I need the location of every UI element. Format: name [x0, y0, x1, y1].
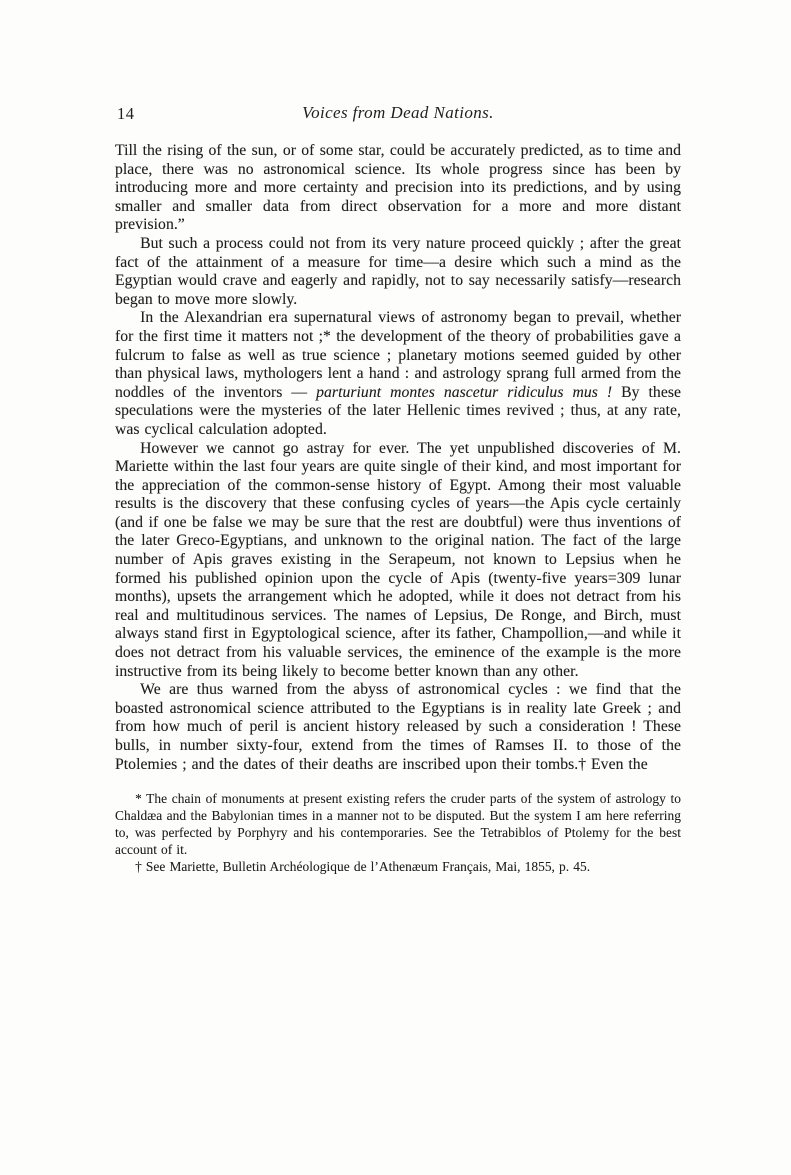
paragraph-2: But such a process could not from its very nature proceed quickly ; after the great fact of the attainment of a measure for time—a desire which such a mind as the Egyptian would crave and eagerly and rapidly, not to say necessarily satisfy—research began to move more slowly.	[115, 234, 681, 308]
paragraph-4: However we cannot go astray for ever. The yet unpublished discoveries of M. Mariette within the last four years are quite single of their kind, and most important for the appreciation of the common-sense history of Egypt. Among their most valuable results is the discovery that these confusing cycles of years—the Apis cycle certainly (and if one be false we may be sure that the rest are doubtful) were thus inventions of the later Greco-Egyptians, and unknown to the original nation. The fact of the large number of Apis graves existing in the Serapeum, not known to Lepsius when he formed his published opinion upon the cycle of Apis (twenty-five years=309 lunar months), upsets the arrangement which he adopted, while it does not detract from his real and multitudinous services. The names of Lepsius, De Ronge, and Birch, must always stand first in Egyptological science, after its father, Champollion,—and while it does not detract from his valuable services, the eminence of the example is the more instructive from its being likely to become better known than any other.	[115, 439, 681, 680]
page-content	[115, 103, 681, 876]
paragraph-3-text-after: By these speculations were the mysteries of the later Hellenic times revived ; thus, at any rate, was cyclical calculation adopted.	[115, 383, 681, 438]
page-header	[115, 103, 681, 127]
body-text	[115, 142, 681, 774]
footnote-asterisk: * The chain of monuments at present existing refers the cruder parts of the system of astrology to Chaldæa and the Babylonian times in a manner not to be disputed. But the system I am here referring to, was perfected by Porphyry and his contemporaries. See the Tetrabiblos of Ptolemy for the best account of it.	[115, 791, 681, 857]
paragraph-1: Till the rising of the sun, or of some star, could be accurately predicted, as to time and place, there was no astronomical science. Its whole progress since has been by introducing more and more certainty and precision into its predictions, and by using smaller and smaller data from direct observation for a more and more distant prevision.”	[115, 142, 681, 234]
latin-quote: parturiunt montes nascetur ridiculus mus !	[316, 383, 613, 401]
page-number: 14	[117, 104, 135, 123]
footnote-dagger: † See Mariette, Bulletin Archéologique de l’Athenæum Français, Mai, 1855, p. 45.	[135, 858, 591, 874]
footnotes-section	[115, 791, 681, 876]
paragraph-3-text: In the Alexandrian era supernatural views of astronomy began to prevail, whether for the first time it matters not ;* the development of the theory of probabilities gave a fulcrum to false as well as true science ; planetary motions seemed guided by other than physical laws, mythologers lent a hand : and astrology sprang full armed from the noddles of the inventors —	[115, 309, 681, 401]
paragraph-3	[115, 309, 681, 439]
running-title: Voices from Dead Nations.	[302, 103, 494, 122]
paragraph-5: We are thus warned from the abyss of astronomical cycles : we find that the boasted astronomical science attributed to the Egyptians is in reality late Greek ; and from how much of peril is ancient history released by such a consideration ! These bulls, in number sixty-four, extend from the times of Ramses II. to those of the Ptolemies ; and the dates of their deaths are inscribed upon their tombs.† Even the	[115, 681, 681, 773]
